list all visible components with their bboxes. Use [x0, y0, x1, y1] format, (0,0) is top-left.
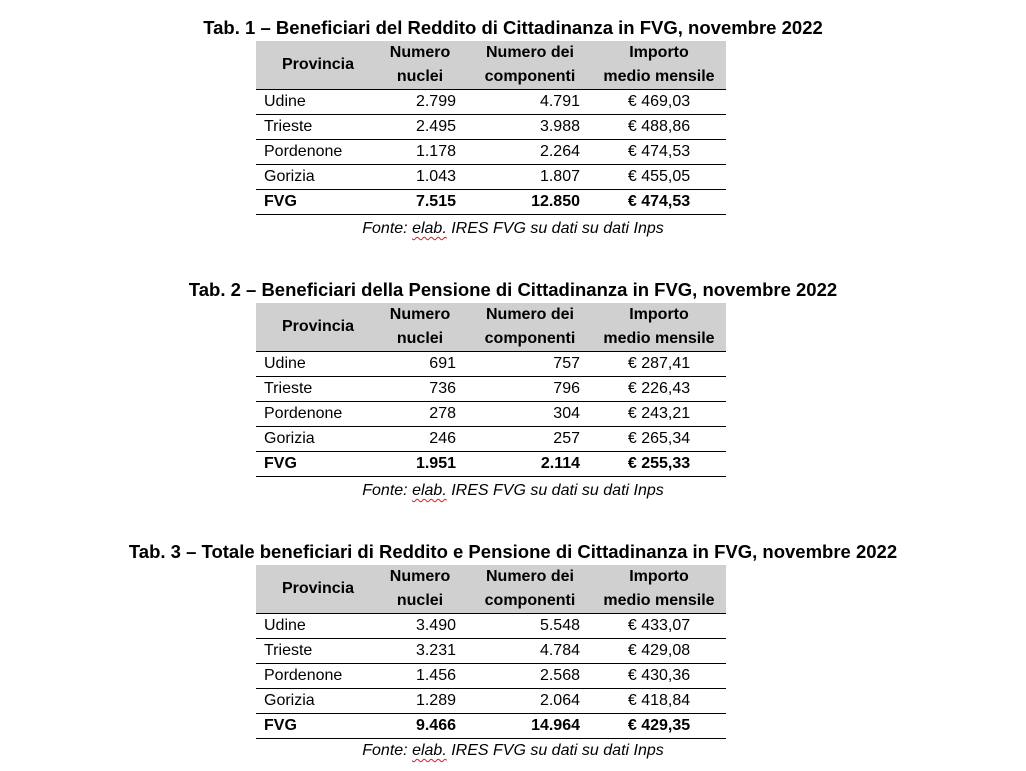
cell-nuclei: 1.178: [372, 140, 468, 165]
table-row: [256, 377, 726, 402]
header-line: medio mensile: [603, 592, 715, 609]
header-row: [256, 303, 726, 352]
header-line: componenti: [484, 330, 576, 347]
table-source: [0, 218, 1026, 240]
header-line: nuclei: [396, 592, 444, 609]
cell-importo: € 255,33: [592, 452, 726, 477]
header-importo: [592, 303, 726, 352]
cell-componenti: 2.114: [468, 452, 592, 477]
table-title: Tab. 1 – Beneficiari del Reddito di Cittadinanza in FVG, novembre 2022: [203, 17, 823, 38]
source-suffix: IRES FVG su dati su dati Inps: [446, 742, 664, 759]
cell-componenti: 4.784: [468, 639, 592, 664]
table-row: [256, 352, 726, 377]
header-line: Numero dei: [485, 568, 574, 585]
table-row: [256, 689, 726, 714]
header-line: Numero dei: [485, 306, 574, 323]
header-importo: [592, 41, 726, 90]
header-nuclei: [372, 565, 468, 614]
cell-provincia: Gorizia: [256, 427, 372, 452]
cell-componenti: 2.064: [468, 689, 592, 714]
table-row: [256, 664, 726, 689]
cell-provincia: Pordenone: [256, 402, 372, 427]
cell-importo: € 469,03: [592, 90, 726, 115]
header-provincia: Provincia: [256, 303, 372, 352]
table-row: [256, 115, 726, 140]
cell-nuclei: 1.951: [372, 452, 468, 477]
cell-provincia: FVG: [256, 452, 372, 477]
source-suffix: IRES FVG su dati su dati Inps: [446, 482, 664, 499]
header-importo: [592, 565, 726, 614]
source-prefix: Fonte:: [362, 220, 413, 237]
cell-importo: € 243,21: [592, 402, 726, 427]
table-source: [0, 740, 1026, 762]
header-line: Numero: [389, 306, 451, 323]
cell-provincia: Udine: [256, 352, 372, 377]
source-suffix: IRES FVG su dati su dati Inps: [446, 220, 664, 237]
table-row: [256, 165, 726, 190]
cell-componenti: 14.964: [468, 714, 592, 739]
cell-importo: € 287,41: [592, 352, 726, 377]
header-row: [256, 565, 726, 614]
cell-importo: € 430,36: [592, 664, 726, 689]
source-elab: elab.: [412, 742, 447, 759]
header-line: Importo: [629, 306, 689, 323]
cell-componenti: 12.850: [468, 190, 592, 215]
cell-provincia: FVG: [256, 714, 372, 739]
header-line: Numero dei: [485, 44, 574, 61]
table-row: [256, 427, 726, 452]
header-line: nuclei: [396, 68, 444, 85]
cell-nuclei: 2.799: [372, 90, 468, 115]
cell-nuclei: 246: [372, 427, 468, 452]
cell-componenti: 4.791: [468, 90, 592, 115]
cell-provincia: Pordenone: [256, 140, 372, 165]
header-nuclei: [372, 41, 468, 90]
source-prefix: Fonte:: [362, 482, 413, 499]
header-line: Importo: [629, 44, 689, 61]
cell-importo: € 429,35: [592, 714, 726, 739]
table-row: [256, 402, 726, 427]
header-line: componenti: [484, 592, 576, 609]
cell-nuclei: 2.495: [372, 115, 468, 140]
cell-componenti: 3.988: [468, 115, 592, 140]
cell-componenti: 1.807: [468, 165, 592, 190]
header-componenti: [468, 565, 592, 614]
header-line: nuclei: [396, 330, 444, 347]
cell-componenti: 757: [468, 352, 592, 377]
cell-nuclei: 691: [372, 352, 468, 377]
cell-componenti: 304: [468, 402, 592, 427]
cell-provincia: Gorizia: [256, 689, 372, 714]
table-title: Tab. 2 – Beneficiari della Pensione di Cittadinanza in FVG, novembre 2022: [188, 279, 838, 300]
table-row: [256, 140, 726, 165]
cell-importo: € 488,86: [592, 115, 726, 140]
header-line: medio mensile: [603, 68, 715, 85]
cell-importo: € 226,43: [592, 377, 726, 402]
header-row: [256, 41, 726, 90]
source-elab: elab.: [412, 220, 447, 237]
header-provincia: Provincia: [256, 565, 372, 614]
cell-importo: € 455,05: [592, 165, 726, 190]
cell-componenti: 2.568: [468, 664, 592, 689]
header-line: Numero: [389, 568, 451, 585]
header-provincia: Provincia: [256, 41, 372, 90]
total-row: [256, 190, 726, 215]
source-prefix: Fonte:: [362, 742, 413, 759]
cell-nuclei: 7.515: [372, 190, 468, 215]
cell-nuclei: 1.456: [372, 664, 468, 689]
data-table: [256, 565, 726, 739]
total-row: [256, 452, 726, 477]
header-nuclei: [372, 303, 468, 352]
header-line: Importo: [629, 568, 689, 585]
header-line: medio mensile: [603, 330, 715, 347]
cell-provincia: Trieste: [256, 639, 372, 664]
cell-importo: € 265,34: [592, 427, 726, 452]
data-table: [256, 41, 726, 215]
cell-componenti: 796: [468, 377, 592, 402]
table-row: [256, 639, 726, 664]
header-componenti: [468, 41, 592, 90]
cell-nuclei: 3.490: [372, 614, 468, 639]
cell-provincia: Gorizia: [256, 165, 372, 190]
cell-provincia: Trieste: [256, 377, 372, 402]
total-row: [256, 714, 726, 739]
cell-provincia: Trieste: [256, 115, 372, 140]
cell-componenti: 5.548: [468, 614, 592, 639]
cell-componenti: 2.264: [468, 140, 592, 165]
table-source: [0, 480, 1026, 502]
cell-nuclei: 278: [372, 402, 468, 427]
cell-importo: € 474,53: [592, 190, 726, 215]
cell-provincia: Pordenone: [256, 664, 372, 689]
cell-nuclei: 1.043: [372, 165, 468, 190]
cell-importo: € 418,84: [592, 689, 726, 714]
table-row: [256, 614, 726, 639]
header-line: componenti: [484, 68, 576, 85]
cell-nuclei: 3.231: [372, 639, 468, 664]
cell-nuclei: 9.466: [372, 714, 468, 739]
cell-importo: € 429,08: [592, 639, 726, 664]
data-table: [256, 303, 726, 477]
cell-provincia: FVG: [256, 190, 372, 215]
table-row: [256, 90, 726, 115]
header-line: Numero: [389, 44, 451, 61]
cell-importo: € 433,07: [592, 614, 726, 639]
header-componenti: [468, 303, 592, 352]
table-title: Tab. 3 – Totale beneficiari di Reddito e Pensione di Cittadinanza in FVG, novembre 2022: [128, 541, 898, 562]
source-elab: elab.: [412, 482, 447, 499]
cell-componenti: 257: [468, 427, 592, 452]
cell-nuclei: 736: [372, 377, 468, 402]
cell-provincia: Udine: [256, 614, 372, 639]
cell-nuclei: 1.289: [372, 689, 468, 714]
cell-importo: € 474,53: [592, 140, 726, 165]
cell-provincia: Udine: [256, 90, 372, 115]
